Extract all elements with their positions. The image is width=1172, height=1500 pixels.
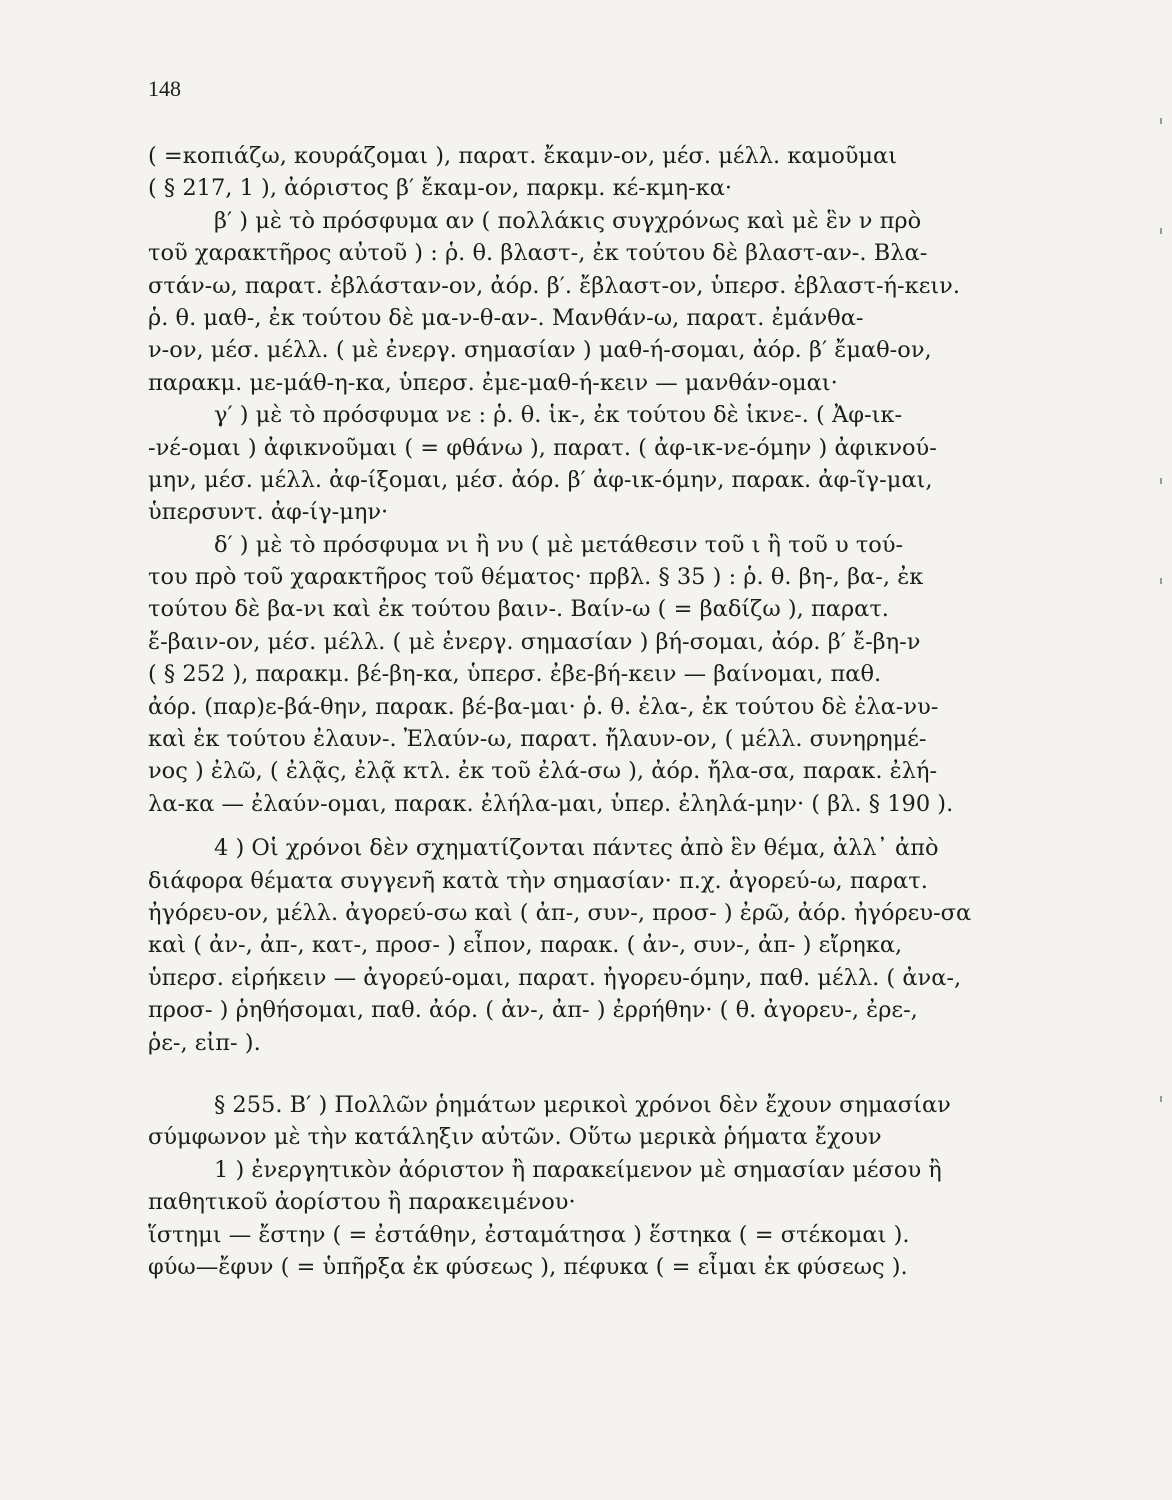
section-heading-line: § 255. Β′ ) Πολλῶν ῥημάτων μερικοὶ χρόνοι δὲν ἔχουν σημασίαν: [214, 1091, 951, 1118]
scan-edge-mark: [1160, 478, 1162, 484]
text-line: ῥε-, εἰπ- ).: [148, 1029, 261, 1056]
text-line: ἠγόρευ-ον, μέλλ. ἀγορεύ-σω καὶ ( ἀπ-, συν-, προσ- ) ἐρῶ, ἀόρ. ἠγόρευ-σα: [148, 899, 972, 926]
text-line: καὶ ( ἀν-, ἀπ-, κατ-, προσ- ) εἶπον, παρακ. ( ἀν-, συν-, ἀπ- ) εἴρηκα,: [148, 932, 903, 959]
paragraph-gap: [148, 820, 998, 832]
text-line: β′ ) μὲ τὸ πρόσφυμα αν ( πολλάκις συγχρόνως καὶ μὲ ἓν ν πρὸ: [214, 207, 922, 234]
text-line: παθητικοῦ ἀορίστου ἢ παρακειμένου·: [148, 1189, 576, 1216]
text-line: φύω—ἔφυν ( = ὑπῆρξα ἐκ φύσεως ), πέφυκα ( = εἶμαι ἐκ φύσεως ).: [148, 1253, 908, 1280]
text-line: δ′ ) μὲ τὸ πρόσφυμα νι ἢ νυ ( μὲ μετάθεσιν τοῦ ι ἢ τοῦ υ τού-: [214, 531, 904, 558]
text-line: ( § 217, 1 ), ἀόριστος β′ ἔκαμ-ον, παρκμ. κέ-κμη-κα·: [148, 175, 733, 202]
text-line: ἵστημι — ἔστην ( = ἐστάθην, ἐσταμάτησα ) ἕστηκα ( = στέκομαι ).: [148, 1221, 910, 1248]
text-line: διάφορα θέματα συγγενῆ κατὰ τὴν σημασίαν· π.χ. ἀγορεύ-ω, παρατ.: [148, 867, 928, 894]
text-line: τούτου δὲ βα-νι καὶ ἐκ τούτου βαιν-. Βαίν-ω ( = βαδίζω ), παρατ.: [148, 596, 889, 623]
text-line: σύμφωνον μὲ τὴν κατάληξιν αὐτῶν. Οὕτω μερικὰ ῥήματα ἔχουν: [148, 1124, 882, 1151]
section-gap: [148, 1059, 998, 1089]
scan-edge-mark: [1160, 578, 1162, 584]
scan-edge-mark: [1160, 118, 1162, 124]
scan-edge-mark: [1160, 1096, 1162, 1102]
text-line: μην, μέσ. μέλλ. ἀφ-ίξομαι, μέσ. ἀόρ. β′ ἀφ-ικ-όμην, παρακ. ἀφ-ῖγ-μαι,: [148, 466, 933, 493]
text-line: λα-κα — ἐλαύν-ομαι, παρακ. ἐλήλα-μαι, ὑπερ. ἐληλά-μην· ( βλ. § 190 ).: [148, 790, 954, 817]
text-line: 4 ) Οἱ χρόνοι δὲν σχηματίζονται πάντες ἀπὸ ἓν θέμα, ἀλλ᾽ ἀπὸ: [214, 835, 939, 862]
text-line: ὑπερσ. εἰρήκειν — ἀγορεύ-ομαι, παρατ. ἠγορευ-όμην, παθ. μέλλ. ( ἀνα-,: [148, 964, 962, 991]
text-line: ( § 252 ), παρακμ. βέ-βη-κα, ὑπερσ. ἐβε-βή-κειν — βαίνομαι, παθ.: [148, 661, 882, 688]
text-line: του πρὸ τοῦ χαρακτῆρος τοῦ θέματος· πρβλ. § 35 ) : ῥ. θ. βη-, βα-, ἐκ: [148, 564, 924, 591]
text-line: στάν-ω, παρατ. ἐβλάσταν-ον, ἀόρ. β′. ἔβλαστ-ον, ὑπερσ. ἐβλαστ-ή-κειν.: [148, 272, 961, 299]
page-number: 148: [148, 76, 181, 101]
text-line: τοῦ χαρακτῆρος αὐτοῦ ) : ῥ. θ. βλαστ-, ἐκ τούτου δὲ βλαστ-αν-. Βλα-: [148, 240, 928, 267]
text-line: ἔ-βαιν-ον, μέσ. μέλλ. ( μὲ ἐνεργ. σημασίαν ) βή-σομαι, ἀόρ. β′ ἔ-βη-ν: [148, 628, 921, 655]
text-line: καὶ ἐκ τούτου ἐλαυν-. Ἐλαύν-ω, παρατ. ἤλαυν-ον, ( μέλλ. συνηρημέ-: [148, 726, 927, 753]
text-line: παρακμ. με-μάθ-η-κα, ὑπερσ. ἐμε-μαθ-ή-κειν — μανθάν-ομαι·: [148, 369, 838, 396]
text-line: 1 ) ἐνεργητικὸν ἀόριστον ἢ παρακείμενον μὲ σημασίαν μέσου ἢ: [214, 1156, 942, 1183]
text-line: γ′ ) μὲ τὸ πρόσφυμα νε : ῥ. θ. ἱκ-, ἐκ τούτου δὲ ἱκνε-. ( Ἀφ-ικ-: [214, 402, 903, 429]
text-line: ν-ον, μέσ. μέλλ. ( μὲ ἐνεργ. σημασίαν ) μαθ-ή-σομαι, ἀόρ. β′ ἔμαθ-ον,: [148, 337, 932, 364]
text-line: νος ) ἐλῶ, ( ἐλᾷς, ἐλᾷ κτλ. ἐκ τοῦ ἐλά-σω ), ἀόρ. ἤλα-σα, παρακ. ἐλή-: [148, 758, 938, 785]
text-line: ( =κοπιάζω, κουράζομαι ), παρατ. ἔκαμν-ον, μέσ. μέλλ. καμοῦμαι: [148, 143, 898, 169]
text-line: ἀόρ. (παρ)ε-βά-θην, παρακ. βέ-βα-μαι· ῥ. θ. ἐλα-, ἐκ τούτου δὲ ἐλα-νυ-: [148, 693, 939, 720]
page-body: [148, 140, 998, 1283]
text-line: -νέ-ομαι ) ἀφικνοῦμαι ( = φθάνω ), παρατ. ( ἀφ-ικ-νε-όμην ) ἀφικνού-: [148, 434, 937, 461]
text-line: προσ- ) ῥηθήσομαι, παθ. ἀόρ. ( ἀν-, ἀπ- ) ἐρρήθην· ( θ. ἀγορευ-, ἐρε-,: [148, 997, 918, 1024]
text-line: ῥ. θ. μαθ-, ἐκ τούτου δὲ μα-ν-θ-αν-. Μανθάν-ω, παρατ. ἐμάνθα-: [148, 304, 864, 331]
text-line: ὑπερσυντ. ἀφ-ίγ-μην·: [148, 499, 389, 526]
scan-edge-mark: [1160, 228, 1162, 234]
